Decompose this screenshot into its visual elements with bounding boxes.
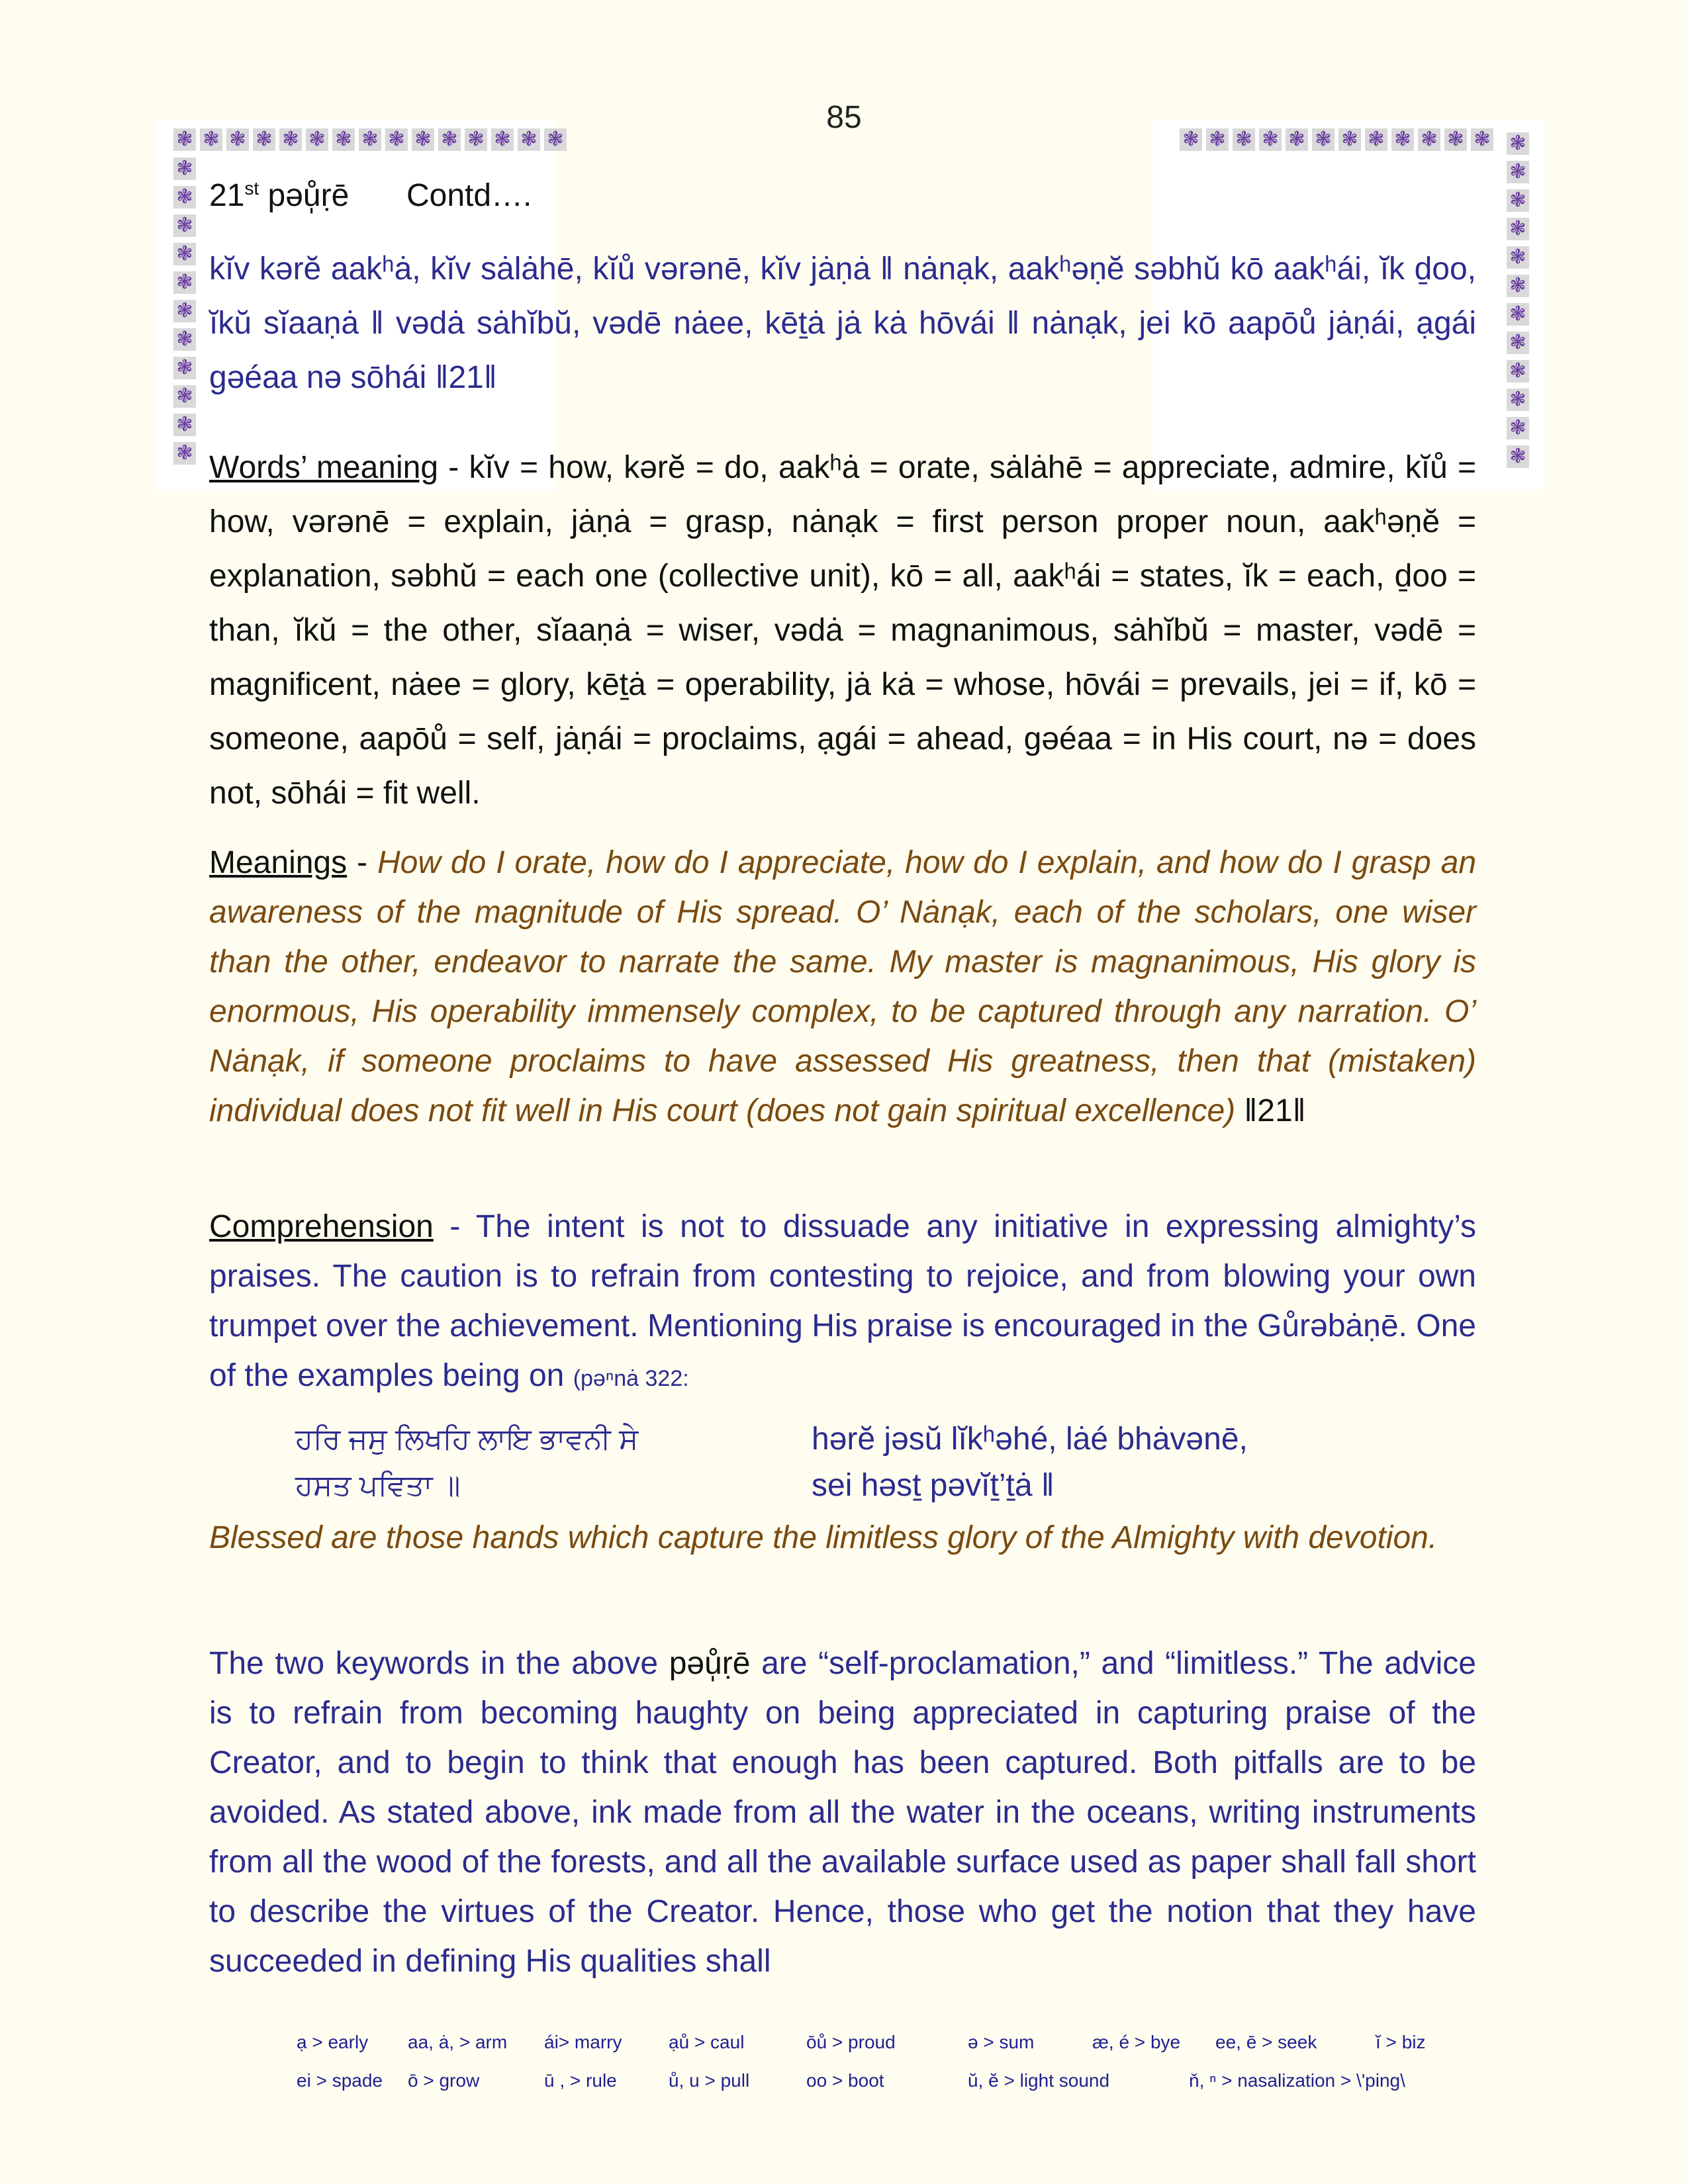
meanings-verse-number: ǁ21ǁ	[1235, 1093, 1306, 1128]
flower-icon	[173, 186, 196, 208]
flower-icon	[173, 385, 196, 408]
meanings-dash: -	[347, 845, 377, 880]
legend-item: ạ > early	[297, 2032, 369, 2052]
meanings-paragraph	[209, 838, 1476, 1136]
flower-border-left	[173, 158, 196, 465]
pronunciation-legend	[0, 2032, 1688, 2111]
words-meaning-label: Words’ meaning	[209, 450, 439, 485]
closing-paragraph	[209, 1639, 1476, 1986]
page-number: 85	[826, 100, 862, 135]
heading-ordinal: st	[244, 178, 259, 199]
heading-word: pəů̩ṛē	[267, 178, 350, 213]
gurmukhi-line-2: ਹਸਤ ਪਵਿਤਾ ॥	[295, 1469, 461, 1502]
legend-item: ĭ > biz	[1376, 2032, 1426, 2052]
flower-icon	[1507, 189, 1529, 212]
legend-item: ái> marry	[544, 2032, 622, 2052]
flower-icon	[173, 300, 196, 322]
legend-item: ōů > proud	[806, 2032, 896, 2052]
flower-icon	[173, 328, 196, 351]
legend-item: ŭ, ĕ > light sound	[968, 2070, 1110, 2091]
gurmukhi-line-1: ਹਰਿ ਜਸੁ ਲਿਖਹਿ ਲਾਇ ਭਾਵਨੀ ਸੇ	[295, 1423, 639, 1455]
transliteration-line-1: hərĕ jəsŭ lĭkʰəhé, lȧé bhȧvənē,	[812, 1422, 1248, 1457]
flower-icon	[173, 357, 196, 379]
flower-icon	[173, 442, 196, 465]
flower-icon	[173, 414, 196, 436]
comprehension-label: Comprehension	[209, 1209, 434, 1244]
heading-contd: Contd….	[406, 178, 532, 213]
flower-icon	[1507, 246, 1529, 269]
flower-icon	[1507, 360, 1529, 383]
words-meaning-text: - kĭv = how, kərĕ = do, aakʰȧ = orate, sȧlȧhē = appreciate, admire, kĭů = how, vərənē = explain, jȧṇȧ = grasp, nȧnạk = first person proper noun, aakʰəṇĕ = explanation, səbhŭ = each one (collective unit), kō = all, aakʰái = states, ĭk = each, ḏoo = than, ĭkŭ = the other, sĭaaṇȧ = wiser, vədȧ = magnanimous, sȧhĭbŭ = master, vədē = magnificent, nȧee = glory, kēṯȧ = operability, jȧ kȧ = whose, hōvái = prevails, jei = if, kō = someone, aapōů = self, jȧṇái = proclaims, ạgái = ahead, gəéaa = in His court, nə = does not, sōhái = fit well.	[209, 450, 1477, 811]
transliteration-line-2: sei həsṯ pəvĭṯ’ṯȧ ǁ	[812, 1468, 1055, 1503]
comprehension-reference: (pəⁿnȧ 322:	[573, 1366, 689, 1391]
legend-item: aa, ȧ, > arm	[408, 2032, 508, 2052]
verse-transliteration: kĭv kərĕ aakʰȧ, kĭv sȧlȧhē, kĭů vərənē, kĭv jȧṇȧ ǁ nȧnạk, aakʰəṇĕ səbhŭ kō aakʰái, ĭk ḏoo, ĭkŭ sĭaaṇȧ ǁ vədȧ sȧhĭbŭ, vədē nȧee, kēṯȧ jȧ kȧ hōvái ǁ nȧnạk, jei kō aapōů jȧṇái, ạgái gəéaa nə sōhái ǁ21ǁ	[209, 251, 1476, 395]
meanings-label: Meanings	[209, 845, 348, 880]
closing-text-after: are “self-proclamation,” and “limitless.” The advice is to refrain from becoming haughty on being appreciated in capturing praise of the Creator, and to begin to think that enough has been captured. Both pitfalls are to be avoided. As stated above, ink made from all the water in the oceans, writing instruments from all the wood of the forests, and all the available surface used as paper shall fall short to describe the virtues of the Creator. Hence, those who get the notion that they have succeeded in defining His qualities shall	[209, 1646, 1476, 1979]
legend-item: æ, é > bye	[1092, 2032, 1181, 2052]
flower-icon	[1507, 303, 1529, 326]
quote-translation: Blessed are those hands which capture the limitless glory of the Almighty with devotion.	[209, 1520, 1438, 1555]
heading-number: 21	[209, 178, 245, 213]
flower-icon	[1507, 445, 1529, 468]
flower-icon	[173, 214, 196, 237]
flower-icon	[1507, 275, 1529, 297]
words-meaning-paragraph	[209, 441, 1476, 821]
legend-item: ee, ē > seek	[1215, 2032, 1317, 2052]
flower-icon	[1507, 417, 1529, 439]
section-heading	[209, 177, 1476, 214]
comprehension-paragraph	[209, 1202, 1476, 1404]
flower-icon	[173, 271, 196, 294]
flower-icon	[1507, 332, 1529, 354]
legend-item: ạů > caul	[669, 2032, 745, 2052]
meanings-text: How do I orate, how do I appreciate, how do I explain, and how do I grasp an awareness of the magnitude of His spread. O’ Nȧnạk, each of the scholars, one wiser than the other, endeavor to narrate the same. My master is magnanimous, His glory is enormous, His operability immensely complex, to be captured through any narration. O’ Nȧnạk, if someone proclaims to have assessed His greatness, then that (mistaken) individual does not fit well in His court (does not gain spiritual excellence)	[209, 845, 1477, 1128]
legend-item: ə > sum	[968, 2032, 1035, 2052]
quote-transliteration	[812, 1416, 1248, 1509]
flower-icon	[173, 243, 196, 265]
quote-gurmukhi	[295, 1416, 638, 1509]
legend-item: ō > grow	[408, 2070, 480, 2091]
flower-border-right	[1507, 132, 1529, 468]
legend-item: ei > spade	[297, 2070, 383, 2091]
closing-text-before: The two keywords in the above	[209, 1646, 669, 1681]
legend-item: ū , > rule	[544, 2070, 617, 2091]
legend-item: oo > boot	[806, 2070, 884, 2091]
comprehension-text: - The intent is not to dissuade any initiative in expressing almighty’s praises. The caution is to refrain from contesting to rejoice, and from blowing your own trumpet over the achievement. Mentioning His praise is encouraged in the Gůrəbȧṇē. One of the examples being on	[209, 1209, 1476, 1393]
legend-item: ů, u > pull	[669, 2070, 750, 2091]
flower-icon	[1507, 218, 1529, 240]
flower-icon	[1507, 132, 1529, 155]
flower-icon	[173, 158, 196, 180]
closing-keyword: pəů̩ṛē	[669, 1646, 751, 1681]
flower-icon	[1507, 161, 1529, 183]
legend-item: ň, ⁿ > nasalization > \'ping\	[1189, 2070, 1405, 2091]
flower-icon	[1507, 388, 1529, 411]
